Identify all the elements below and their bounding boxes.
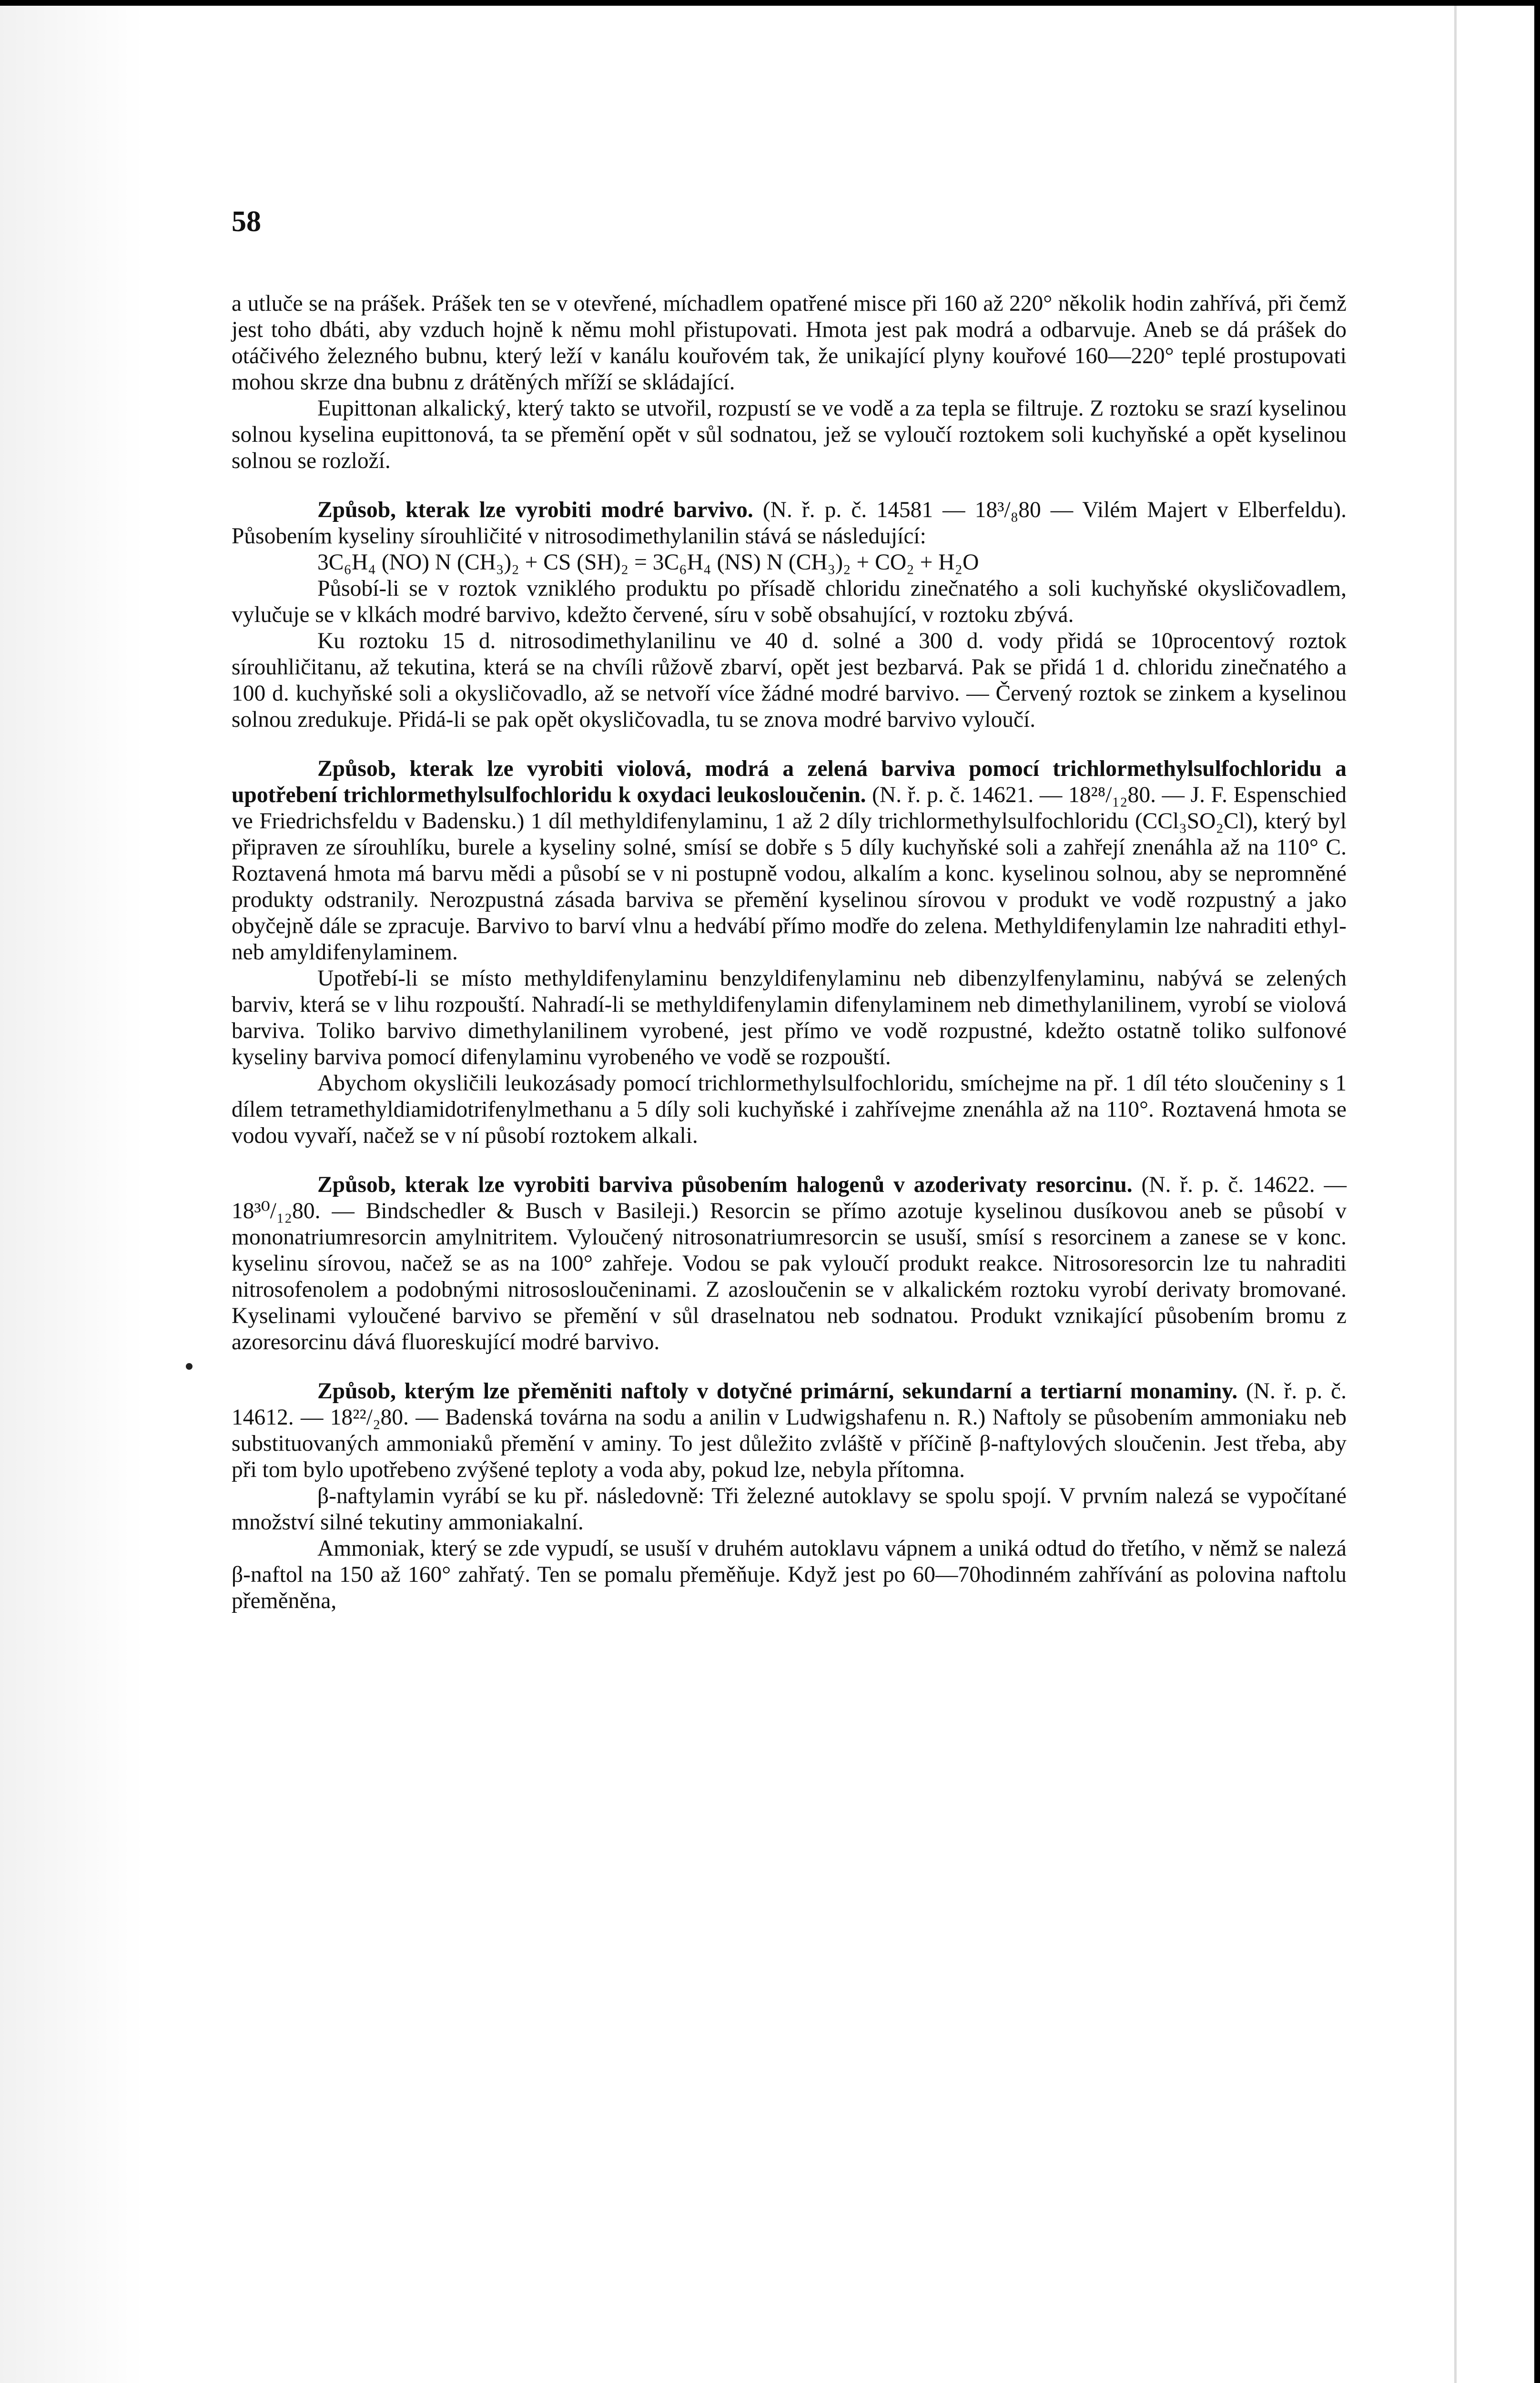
paragraph-2: Eupittonan alkalický, který takto se utvořil, rozpustí se ve vodě a za tepla se filtruje. Z roztoku se srazí kyselinou solnou kyselina eupittonová, ta se přemění opět v sůl sodnatou, jež se vyloučí roztokem soli kuchyňské a opět kyselinou solnou se rozloží. — [232, 396, 1347, 473]
paragraph-6: Ku roztoku 15 d. nitrosodimethylanilinu ve 40 d. solné a 300 d. vody přidá se 10procentový roztok sírouhličitanu, až tekutina, která se na chvíli růžově zbarví, opět jest bezbarvá. Pak se přidá 1 d. chloridu zinečnatého a 100 d. kuchyňské soli a okysličovadlo, až se netvoří více žádné modré barvivo. — Červený roztok se zinkem a kyselinou solnou zredukuje. Přidá-li se pak opět okysličovadla, tu se znova modré barvivo vyloučí. — [232, 629, 1347, 732]
paragraph-1: a utluče se na prášek. Prášek ten se v otevřené, míchadlem opatřené misce při 160 až 220° několik hodin zahřívá, při čemž jest toho dbáti, aby vzduch hojně k němu mohl přistupovati. Hmota jest pak modrá a odbarvuje. Aneb se dá prášek do otáčivého železného bubnu, který leží v kanálu kouřovém tak, že unikající plyny kouřové 160—220° teplé prostupovati mohou skrze dna bubnu z drátěných mříží se skládající. — [232, 291, 1347, 395]
scan-border-top — [0, 0, 1540, 6]
margin-dot — [186, 1363, 192, 1370]
section-heading: Způsob, kterým lze přeměniti naftoly v dotyčné primární, sekundarní a tertiarní monaminy. — [317, 1379, 1238, 1404]
section-blue-dye — [232, 497, 1347, 550]
section-heading: Způsob, kterak lze vyrobiti barviva působením halogenů v azoderivaty resorcinu. — [317, 1172, 1133, 1197]
paragraph-8: Upotřebí-li se místo methyldifenylaminu benzyldifenylaminu neb dibenzylfenylaminu, nabývá se zelených barviv, která se v lihu rozpouští. Nahradí-li se methyldifenylamin difenylaminem neb dimethylanilinem, vyrobí se violová barviva. Toliko barvivo dimethylanilinem vyrobené, jest přímo ve vodě rozpustné, kdežto ostatně toliko sulfonové kyseliny barviva pomocí difenylaminu vyrobeného ve vodě se rozpouští. — [232, 966, 1347, 1069]
paragraph-13: Ammoniak, který se zde vypudí, se usuší v druhém autoklavu vápnem a uniká odtud do třetího, v němž se nalezá β-naftol na 150 až 160° zahřatý. Ten se pomalu přeměňuje. Když jest po 60—70hodinném zahřívání as polovina naftolu přeměněna, — [232, 1536, 1347, 1613]
section-heading: Způsob, kterak lze vyrobiti modré barvivo. — [317, 498, 753, 522]
paragraph-12: β-naftylamin vyrábí se ku př. následovně: Tři železné autoklavy se spolu spojí. V prvním nalezá se vypočítané množství silné tekutiny ammoniakalní. — [232, 1484, 1347, 1535]
scan-border-right — [1534, 0, 1540, 2383]
page-edge-line — [1454, 0, 1457, 2383]
section-violet-dyes — [232, 756, 1347, 966]
section-text: (N. ř. p. č. 14581 — 18³/₈80 — Vilém Majert v Elberfeldu). Působením kyseliny sírouhličité v nitrosodimethylanilin stává se následující: — [232, 498, 1347, 549]
body-text — [232, 291, 1347, 1614]
section-text: (N. ř. p. č. 14612. — 18²²/₂80. — Badenská továrna na sodu a anilin v Ludwigshafenu n. R.) Naftoly se působením ammoniaku neb substituovaných ammoniaků přemění v aminy. To jest důležito zvláště v příčině β-naftylových sloučenin. Jest třeba, aby při tom bylo upotřebeno zvýšené teploty a voda aby, pokud lze, nebyla přítomna. — [232, 1379, 1347, 1482]
paragraph-5: Působí-li se v roztok vzniklého produktu po přísadě chloridu zinečnatého a soli kuchyňské okysličovadlem, vylučuje se v klkách modré barvivo, kdežto červené, síru v sobě obsahující, v roztoku zbývá. — [232, 576, 1347, 627]
section-text: (N. ř. p. č. 14622. — 18³⁰/₁₂80. — Bindschedler & Busch v Basileji.) Resorcin se přímo azotuje kyselinou dusíkovou aneb se působí v mononatriumresorcin amylnitritem. Vyloučený nitrosonatriumresorcin se usuší, smísí s resorcinem a zanese se v konc. kyselinu sírovou, načež se as na 100° zahřeje. Vodou se pak vyloučí produkt reakce. Nitrosoresorcin lze tu nahraditi nitrosofenolem a podobnými nitrososloučeninami. Z azosloučenin se v alkalickém roztoku vyrobí derivaty bromované. Kyselinami vyloučené barvivo se přemění v sůl draselnatou neb sodnatou. Produkt vznikající působením bromu z azoresorcinu dává fluoreskující modré barvivo. — [232, 1172, 1347, 1354]
chemical-formula: 3C₆H₄ (NO) N (CH₃)₂ + CS (SH)₂ = 3C₆H₄ (NS) N (CH₃)₂ + CO₂ + H₂O — [317, 550, 979, 575]
page-number: 58 — [232, 205, 261, 238]
section-text: (N. ř. p. č. 14621. — 18²⁸/₁₂80. — J. F. Espenschied ve Friedrichsfeldu v Badensku.) 1 díl methyldifenylaminu, 1 až 2 díly trichlormethylsulfochloridu (CCl₃SO₂Cl), který byl připraven ze sírouhlíku, burele a kyseliny solné, smísí se dobře s 5 díly kuchyňské soli a zahřejí znenáhla až na 110° C. Roztavená hmota má barvu mědi a působí se v ni postupně vodou, alkalím a konc. kyselinou solnou, aby se nepromněné produkty odstranily. Nerozpustná zásada barviva se přemění kyselinou sírovou v produkt ve vodě rozpustný a jako obyčejně dále se zpracuje. Barvivo to barví vlnu a hedvábí přímo modře do zelena. Methyldifenylamin lze nahraditi ethyl- neb amyldifenylaminem. — [232, 783, 1347, 965]
paragraph-9: Abychom okysličili leukozásady pomocí trichlormethylsulfochloridu, smíchejme na př. 1 díl této sloučeniny s 1 dílem tetramethyldiamidotrifenylmethanu a 5 díly soli kuchyňské i zahřívejme znenáhla až na 110°. Roztavená hmota se vodou vyvaří, načež se v ní působí roztokem alkali. — [232, 1071, 1347, 1148]
section-heading: Způsob, kterak lze vyrobiti violová, modrá a zelená barviva pomocí trichlormethylsulfochloridu a upotřebení trichlormethylsulfochloridu k oxydaci leukosloučenin. — [232, 756, 1347, 807]
binding-shadow — [0, 0, 143, 2383]
section-halogen-dyes — [232, 1172, 1347, 1355]
section-naphthols — [232, 1378, 1347, 1483]
